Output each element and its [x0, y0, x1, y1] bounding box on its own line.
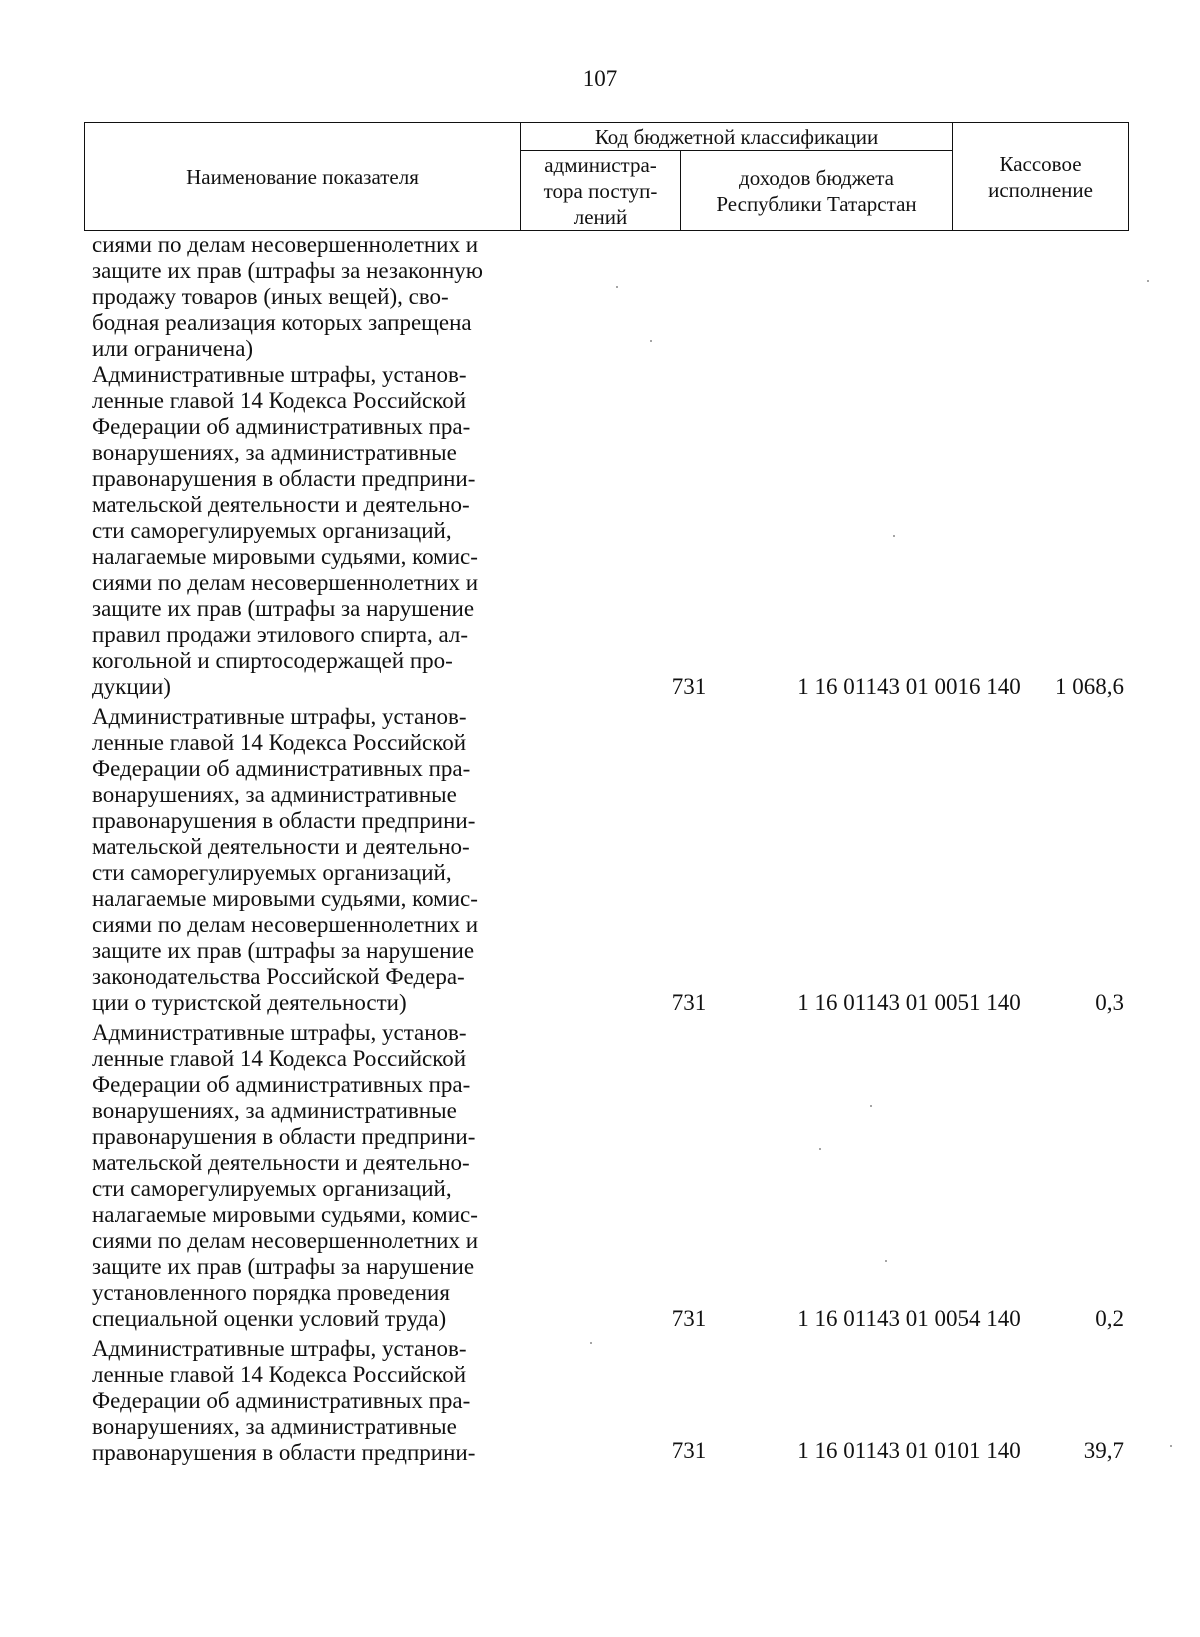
header-execution-column: Кассовое исполнение [953, 123, 1129, 231]
scan-speck [893, 535, 895, 537]
cash-execution-amount: 39,7 [1083, 1438, 1124, 1463]
page-number: 107 [582, 66, 618, 91]
cash-execution-amount: 0,3 [1095, 990, 1124, 1015]
table-header [84, 122, 1129, 231]
scan-speck [590, 1342, 592, 1344]
indicator-description: Административные штрафы, установ- ленные главой 14 Кодекса Российской Федерации об административных пра- вонарушениях, за административные правонарушения в области предприни- мательской деятельности и деятельно- сти саморегулируемых организаций, налагаемые мировыми судьями, комис- сиями по делам несовершеннолетних и защите их прав (штрафы за нарушение правил продажи этилового спирта, ал- когольной и спиртосодержащей про- дукции) [92, 362, 479, 699]
scan-speck [1170, 1445, 1172, 1447]
header-name-column: Наименование показателя [85, 123, 521, 231]
income-code: 1 16 01143 01 0101 140 [797, 1438, 1021, 1463]
scan-speck [885, 1260, 887, 1262]
scan-speck [616, 286, 618, 288]
scan-speck [819, 1148, 821, 1150]
admin-code: 731 [671, 990, 707, 1015]
scan-speck [1147, 280, 1149, 282]
admin-code: 731 [671, 1438, 707, 1463]
indicator-description: Административные штрафы, установ- ленные главой 14 Кодекса Российской Федерации об административных пра- вонарушениях, за административные правонарушения в области предприни- мательской деятельности и деятельно- сти саморегулируемых организаций, налагаемые мировыми судьями, комис- сиями по делам несовершеннолетних и защите их прав (штрафы за нарушение законодательства Российской Федера- ции о туристской деятельности) [92, 704, 479, 1015]
cash-execution-amount: 0,2 [1095, 1306, 1124, 1331]
admin-code: 731 [671, 1306, 707, 1331]
header-income-column: доходов бюджета Республики Татарстан [681, 151, 953, 231]
admin-code: 731 [671, 674, 707, 699]
scan-speck [870, 1105, 872, 1107]
income-code: 1 16 01143 01 0016 140 [797, 674, 1021, 699]
income-code: 1 16 01143 01 0051 140 [797, 990, 1021, 1015]
header-admin-column: администра- тора поступ- лений [521, 151, 681, 231]
indicator-description: Административные штрафы, установ- ленные главой 14 Кодекса Российской Федерации об административных пра- вонарушениях, за административные правонарушения в области предприни- [92, 1336, 476, 1465]
indicator-description: Административные штрафы, установ- ленные главой 14 Кодекса Российской Федерации об административных пра- вонарушениях, за административные правонарушения в области предприни- мательской деятельности и деятельно- сти саморегулируемых организаций, налагаемые мировыми судьями, комис- сиями по делам несовершеннолетних и защите их прав (штрафы за нарушение установленного порядка проведения специальной оценки условий труда) [92, 1020, 479, 1331]
income-code: 1 16 01143 01 0054 140 [797, 1306, 1021, 1331]
scan-speck [650, 340, 652, 342]
header-code-group: Код бюджетной классификации [521, 123, 953, 151]
indicator-description: сиями по делам несовершеннолетних и защите их прав (штрафы за незаконную продажу товаров (иных вещей), сво- бодная реализация которых запрещена или ограничена) [92, 232, 483, 361]
cash-execution-amount: 1 068,6 [1055, 674, 1124, 699]
